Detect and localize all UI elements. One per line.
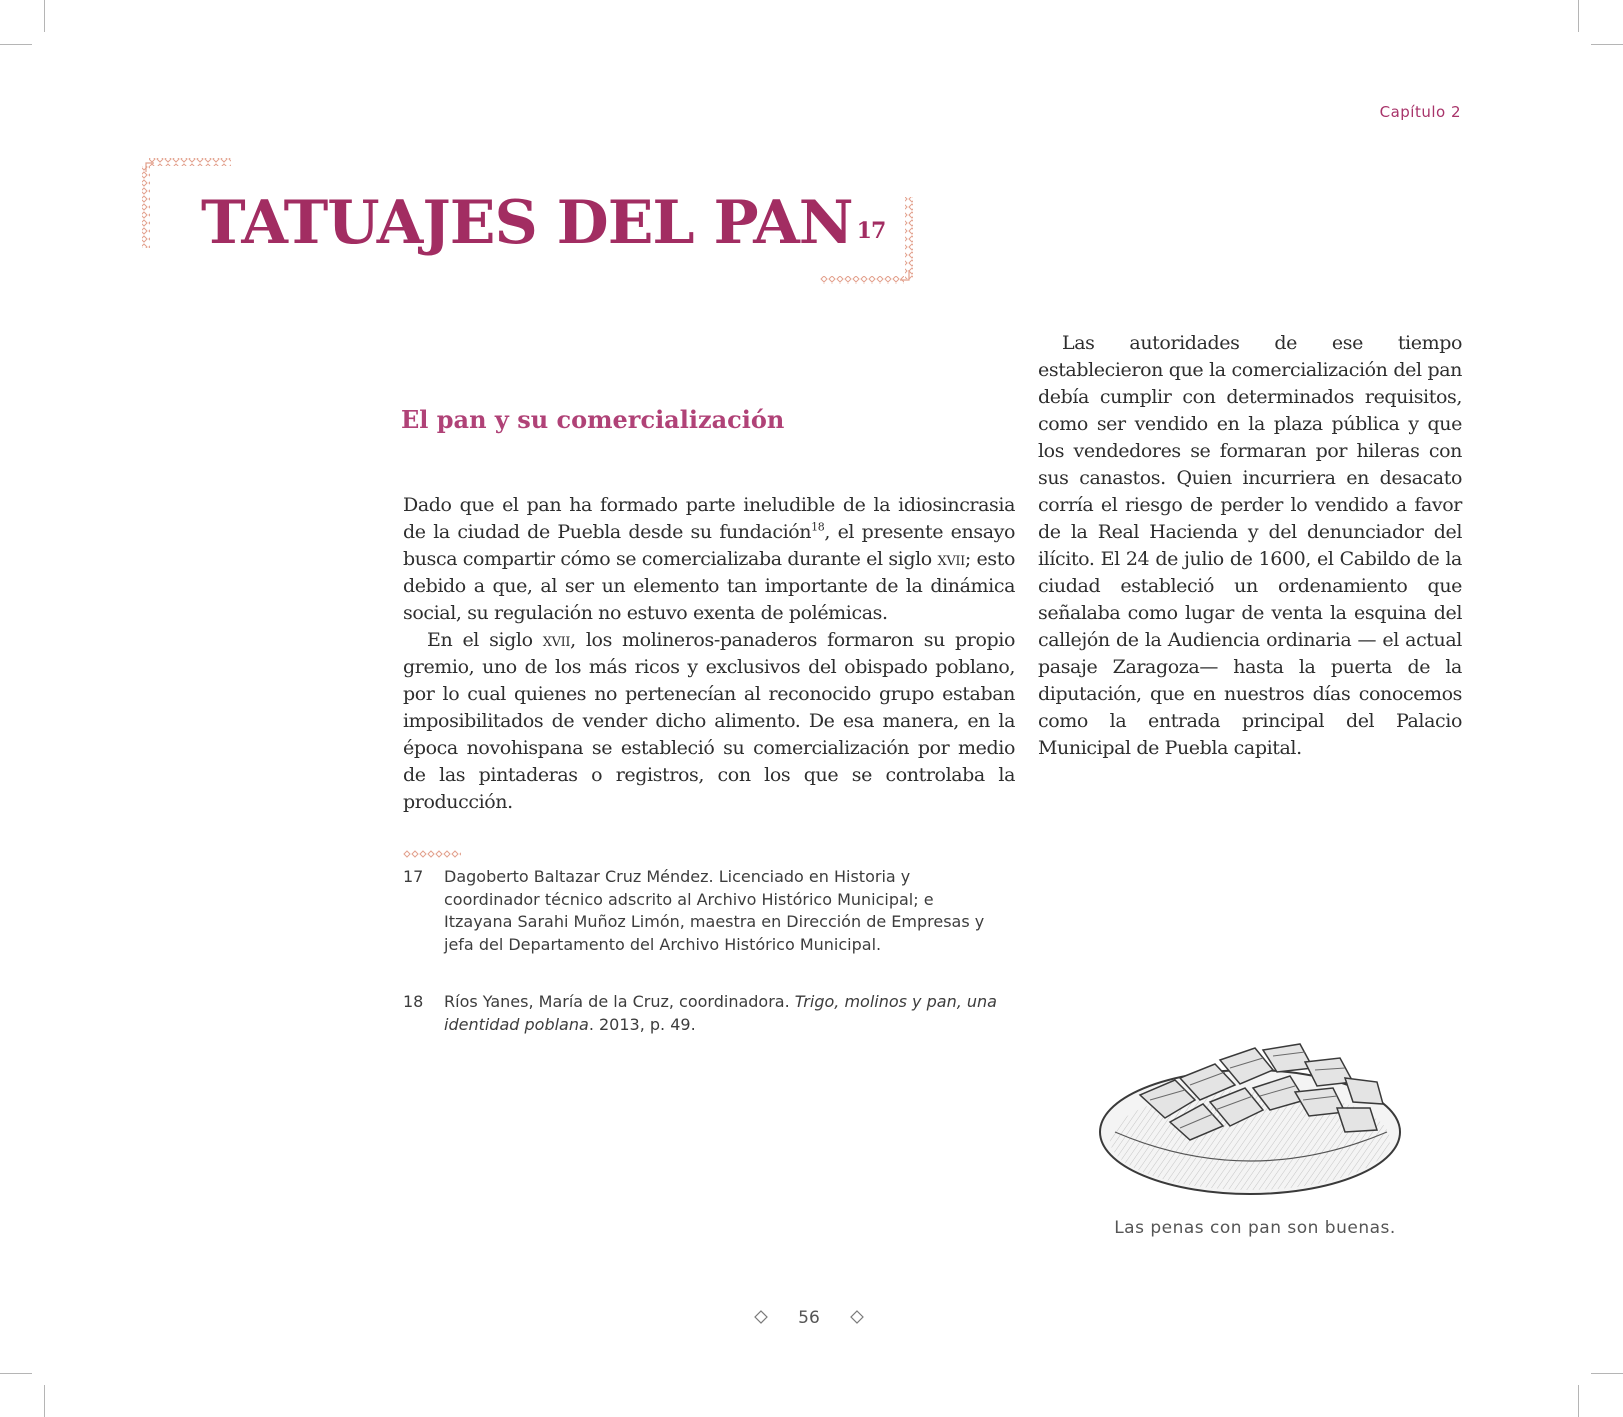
crop-mark [1591, 1373, 1623, 1374]
page-title: TATUAJES DEL PAN $^{17}$ [201, 188, 886, 258]
crop-mark [1578, 1385, 1579, 1417]
crop-mark [0, 44, 32, 45]
crop-mark [44, 0, 45, 32]
footnotes [403, 866, 1003, 1036]
title-footnote-ref: 17 [856, 218, 886, 244]
body-column-left [403, 492, 1015, 816]
footnote-ref: 18 [811, 520, 825, 534]
footnote-text: Dagoberto Baltazar Cruz Méndez. Licenciado en Historia y coordinador técnico adscrito al Archivo Histórico Municipal; e Itzayana Sarahi Muñoz Limón, maestra en Dirección de Empresas y jefa del Departamento del Archivo Histórico Municipal. [444, 867, 985, 954]
footnote [403, 991, 1003, 1036]
image-caption: Las penas con pan son buenas. [1114, 1218, 1396, 1238]
crop-mark [1591, 44, 1623, 45]
diamond-icon [850, 1309, 864, 1328]
footnote [403, 866, 1003, 956]
footnote-text: Ríos Yanes, María de la Cruz, coordinadora. Trigo, molinos y pan, una identidad poblana. 2013, p. 49. [444, 992, 997, 1034]
footnote-number: 17 [403, 867, 424, 886]
page-footer [754, 1308, 864, 1328]
footnote-divider-ornament [403, 850, 463, 859]
page-number: 56 [798, 1308, 820, 1328]
diamond-icon [754, 1309, 768, 1328]
crop-mark [1578, 0, 1579, 32]
bread-loaf-illustration [1095, 1040, 1405, 1200]
running-head: Capítulo 2 [1379, 103, 1461, 121]
paragraph: Dado que el pan ha formado parte ineludible de la idiosincrasia de la ciudad de Puebla desde su fundación$^{18}$, el presente ensayo busca compartir cómo se comercializaba durante el siglo xvii; esto debido a que, al ser un elemento tan importante de la dinámica social, su regulación no estuvo exenta de polémicas. [403, 494, 1016, 624]
paragraph: Las autoridades de ese tiempo establecieron que la comercialización del pan debía cumplir con determinados requisitos, como ser vendido en la plaza pública y que los vendedores se formaran por hileras con sus canastos. Quien incurriera en desacato corría el riesgo de perder lo vendido a favor de la Real Hacienda y del denunciador del ilícito. El 24 de julio de 1600, el Cabildo de la ciudad estableció un ordenamiento que señalaba como lugar de venta la esquina del callejón de la Audiencia ordinaria — el actual pasaje Zaragoza— hasta la puerta de la diputación, que en nuestros días conocemos como la entrada principal del Palacio Municipal de Puebla capital. [1038, 332, 1462, 759]
section-heading: El pan y su comercialización [401, 405, 785, 434]
paragraph: En el siglo xvii, los molineros-panaderos formaron su propio gremio, uno de los más ricos y exclusivos del obispado poblano, por lo cual quienes no pertenecían al reconocido grupo estaban imposibilitados de vender dicho alimento. De esa manera, en la época novohispana se estableció su comercialización por medio de las pintaderas o registros, con los que se controlaba la producción. [403, 629, 1015, 813]
footnote-number: 18 [403, 992, 424, 1011]
crop-mark [44, 1385, 45, 1417]
crop-mark [0, 1373, 32, 1374]
body-column-right [1038, 330, 1462, 762]
